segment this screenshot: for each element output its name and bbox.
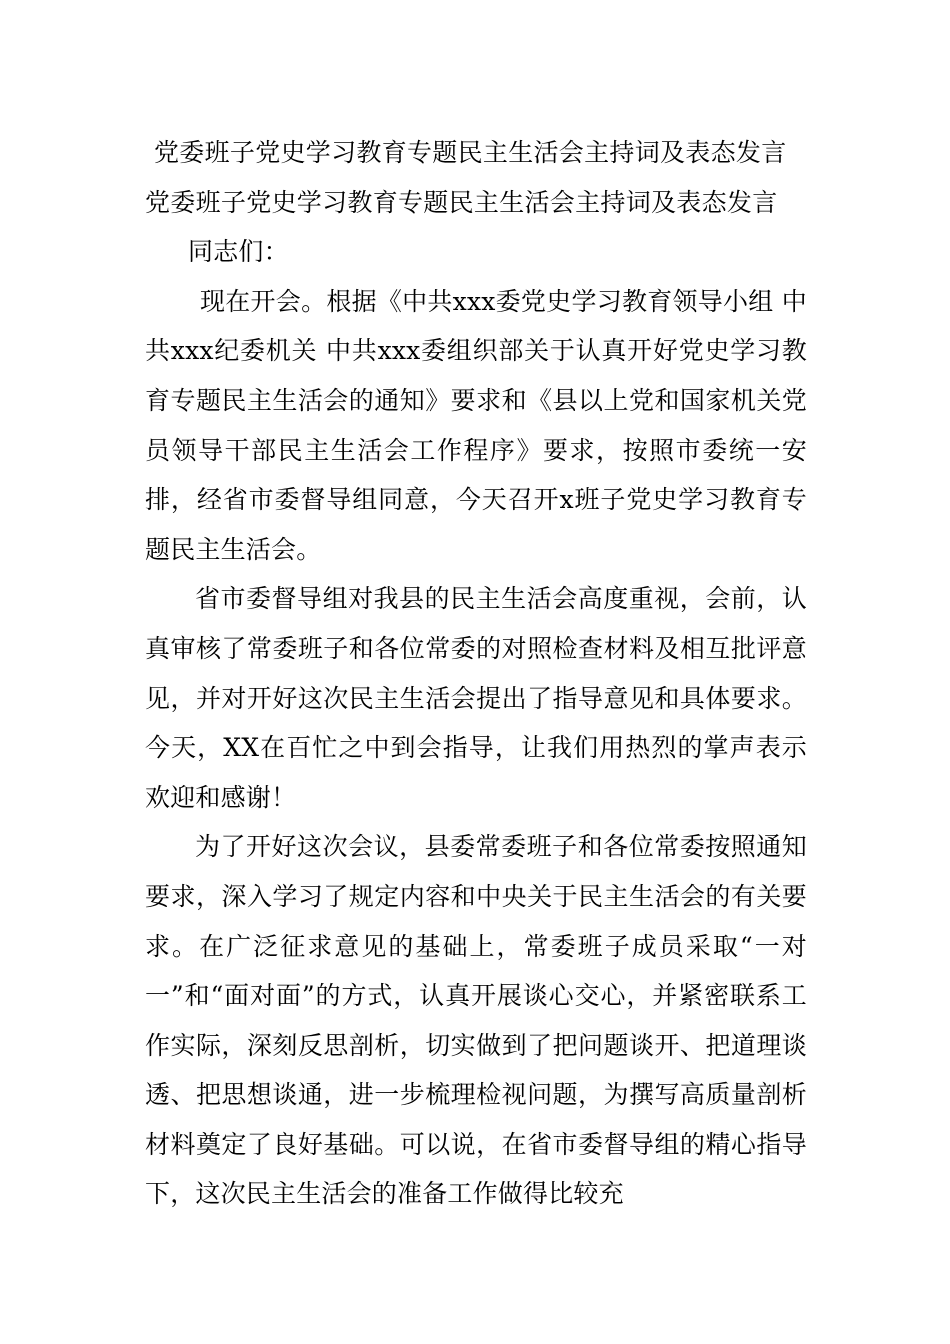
document-title-line-2: 党委班子党史学习教育专题民主生活会主持词及表态发言	[145, 187, 778, 217]
document-page	[145, 128, 807, 1219]
salutation: 同志们：	[188, 237, 289, 267]
document-title-line-1: 党委班子党史学习教育专题民主生活会主持词及表态发言	[154, 138, 787, 167]
paragraph-supervision: 省市委督导组对我县的民主生活会高度重视，会前，认真审核了常委班子和各位常委的对照检查材料及相互批评意见，并对开好这次民主生活会提出了指导意见和具体要求。今天，XX在百忙之中到会指导，让我们用热烈的掌声表示欢迎和感谢！	[145, 584, 807, 812]
paragraph-opening: 现在开会。根据《中共xxx委党史学习教育领导小组 中共xxx纪委机关 中共xxx委组织部关于认真开好党史学习教育专题民主生活会的通知》要求和《县以上党和国家机关党员领导干部民主生活会工作程序》要求，按照市委统一安排，经省市委督导组同意，今天召开x班子党史学习教育专题民主生活会。	[145, 286, 807, 564]
paragraph-preparation: 为了开好这次会议，县委常委班子和各位常委按照通知要求，深入学习了规定内容和中央关于民主生活会的有关要求。在广泛征求意见的基础上，常委班子成员采取“一对一”和“面对面”的方式，认真开展谈心交心，并紧密联系工作实际，深刻反思剖析，切实做到了把问题谈开、把道理谈透、把思想谈通，进一步梳理检视问题，为撰写高质量剖析材料奠定了良好基础。可以说，在省市委督导组的精心指导下，这次民主生活会的准备工作做得比较充	[145, 832, 807, 1209]
